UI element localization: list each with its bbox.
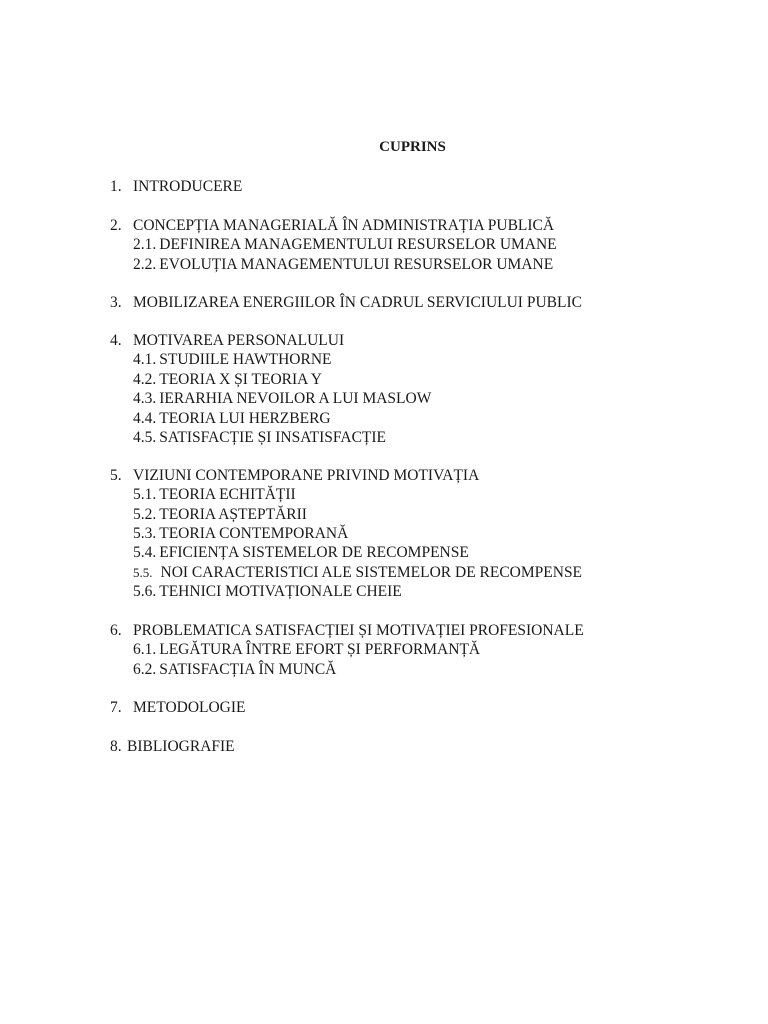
toc-subentry-number: 4.5. (133, 429, 157, 446)
toc-entry-number: 6. (110, 622, 122, 639)
toc-subentry-number: 4.1. (133, 351, 157, 368)
toc-subentry-label: NOI CARACTERISTICI ALE SISTEMELOR DE RECOMPENSE (160, 564, 583, 581)
toc-subentry-number: 5.2. (133, 506, 157, 523)
toc-subentry-label: TEORIA AȘTEPTĂRII (159, 506, 307, 523)
page-title: CUPRINS (379, 139, 446, 155)
toc-subentry-5-6 (133, 583, 402, 601)
toc-subentry-number: 5.4. (133, 544, 157, 561)
toc-subentry-label: SATISFACȚIA ÎN MUNCĂ (159, 661, 337, 678)
toc-entry-number: 5. (110, 467, 122, 484)
toc-entry-4 (110, 332, 344, 350)
toc-subentry-5-2 (133, 506, 307, 524)
toc-entry-label: BIBLIOGRAFIE (127, 738, 235, 755)
toc-subentry-label: TEHNICI MOTIVAȚIONALE CHEIE (159, 583, 402, 600)
toc-entry-number: 3. (110, 294, 122, 311)
toc-subentry-4-4 (133, 410, 331, 428)
toc-entry-label: INTRODUCERE (133, 178, 243, 195)
toc-subentry-number: 2.1. (133, 236, 157, 253)
toc-entry-1 (110, 178, 242, 196)
toc-subentry-number: 5.6. (133, 583, 157, 600)
toc-subentry-number: 4.3. (133, 390, 157, 407)
toc-subentry-label: SATISFACȚIE ȘI INSATISFACȚIE (159, 429, 387, 446)
toc-entry-number: 8. (110, 738, 122, 755)
toc-subentry-label: TEORIA CONTEMPORANĂ (159, 525, 349, 542)
toc-subentry-4-3 (133, 390, 431, 408)
toc-subentry-number: 6.1. (133, 641, 157, 658)
toc-entry-6 (110, 622, 584, 640)
toc-entry-label: MOTIVAREA PERSONALULUI (133, 332, 345, 349)
toc-entry-7 (110, 699, 246, 717)
toc-entry-label: VIZIUNI CONTEMPORANE PRIVIND MOTIVAȚIA (133, 467, 480, 484)
toc-entry-number: 7. (110, 699, 122, 716)
toc-subentry-number: 6.2. (133, 661, 157, 678)
toc-subentry-5-4 (133, 544, 469, 562)
toc-entry-number: 1. (110, 178, 122, 195)
toc-subentry-label: LEGĂTURA ÎNTRE EFORT ȘI PERFORMANȚĂ (159, 641, 481, 658)
toc-subentry-4-5 (133, 429, 386, 447)
toc-subentry-6-2 (133, 661, 336, 679)
toc-subentry-label: DEFINIREA MANAGEMENTULUI RESURSELOR UMANE (159, 236, 557, 253)
toc-entry-8 (110, 738, 235, 756)
toc-subentry-2-2 (133, 256, 553, 274)
toc-entry-label: MOBILIZAREA ENERGIILOR ÎN CADRUL SERVICIULUI PUBLIC (133, 294, 582, 311)
toc-entry-3 (110, 294, 582, 312)
toc-entry-label: PROBLEMATICA SATISFACȚIEI ȘI MOTIVAȚIEI PROFESIONALE (133, 622, 584, 639)
toc-entry-number: 2. (110, 217, 122, 234)
toc-subentry-2-1 (133, 236, 557, 254)
toc-subentry-number: 5.1. (133, 486, 157, 503)
toc-entry-2 (110, 217, 554, 235)
toc-subentry-label: TEORIA LUI HERZBERG (159, 410, 331, 427)
toc-subentry-number: 4.4. (133, 410, 157, 427)
toc-subentry-5-1 (133, 486, 296, 504)
toc-subentry-5-5 (133, 564, 582, 582)
toc-entry-number: 4. (110, 332, 122, 349)
toc-entry-label: CONCEPȚIA MANAGERIALĂ ÎN ADMINISTRAȚIA PUBLICĂ (133, 217, 555, 234)
toc-subentry-4-2 (133, 371, 322, 389)
toc-subentry-label: STUDIILE HAWTHORNE (159, 351, 332, 368)
toc-subentry-label: EFICIENȚA SISTEMELOR DE RECOMPENSE (159, 544, 469, 561)
toc-subentry-label: TEORIA ECHITĂȚII (159, 486, 296, 503)
toc-subentry-label: EVOLUȚIA MANAGEMENTULUI RESURSELOR UMANE (159, 256, 554, 273)
toc-entry-5 (110, 467, 479, 485)
toc-subentry-label: TEORIA X ȘI TEORIA Y (159, 371, 322, 388)
toc-entry-label: METODOLOGIE (133, 699, 246, 716)
toc-subentry-number: 5.3. (133, 525, 157, 542)
toc-subentry-number: 4.2. (133, 371, 157, 388)
toc-subentry-number: 2.2. (133, 256, 157, 273)
toc-subentry-6-1 (133, 641, 480, 659)
toc-subentry-label: IERARHIA NEVOILOR A LUI MASLOW (159, 390, 432, 407)
toc-subentry-number: 5.5. (133, 565, 153, 580)
toc-subentry-4-1 (133, 351, 332, 369)
toc-subentry-5-3 (133, 525, 348, 543)
